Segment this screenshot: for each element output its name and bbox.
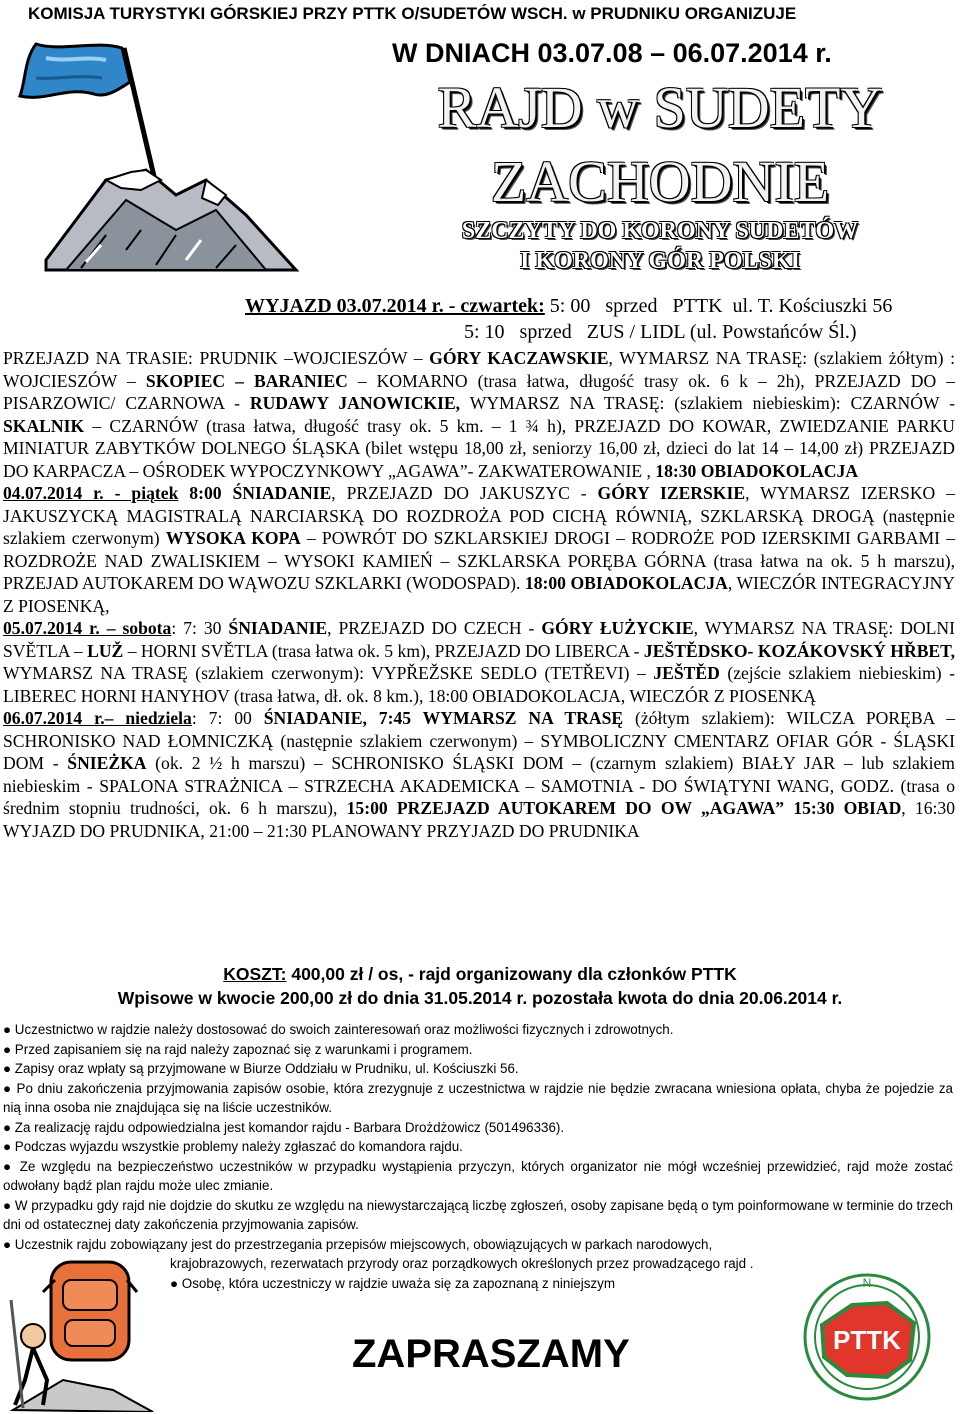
rule-item: ● Podczas wyjazdu wszystkie problemy należy zgłaszać do komandora rajdu. [3, 1139, 463, 1154]
rule-item: ● Uczestnictwo w rajdzie należy dostosować do swoich zainteresowań oraz możliwości fizycznych i zdrowotnych. [3, 1022, 674, 1037]
fri-place: GÓRY IZERSKIE [597, 483, 746, 503]
sat-text: , PRZEJAZD DO CZECH - [327, 618, 542, 638]
thu-text: PRZEJAZD NA TRASIE: PRUDNIK –WOJCIESZÓW – [3, 348, 430, 368]
fri-meal: 8:00 ŚNIADANIE [178, 483, 332, 503]
program-friday [3, 482, 955, 617]
sun-text: , 16:30 WYJAZD DO PRUDNIKA, 21:00 – 21:30 PLANOWANY PRZYJAZD DO PRUDNIKA [3, 798, 956, 841]
thu-meal: 18:30 OBIADOKOLACJA [655, 460, 859, 481]
sun-text: (ok. 2 ½ h marszu) – SCHRONISKO ŚLĄSKI DOM – (czarnym szlakiem) BIAŁY JAR – lub szlakiem niebieskim - SPALONA STRAŻNICA – STRZECHA AKADEMICKA – SAMOTNIA - DO ŚWIĄTYNI WANG, GODZ. (trasa o średnim stopniu trudności, ok. 6 h marszu), [3, 753, 955, 818]
rule-item: ● Przed zapisaniem się na rajd należy zapoznać się z warunkami i programem. [3, 1041, 473, 1057]
thu-place: SKALNIK [3, 415, 85, 436]
program-saturday [3, 617, 955, 707]
title-line-2: ZACHODNIE [490, 149, 830, 214]
thu-place: SKOPIEC – BARANIEC [145, 370, 348, 391]
mountain-flag-icon [6, 30, 306, 300]
thu-place: RUDAWY JANOWICKIE, [249, 393, 461, 413]
cost-block [0, 962, 960, 1010]
fri-date: 04.07.2014 r. - piątek [3, 483, 179, 503]
rule-item: ● Uczestnik rajdu zobowiązany jest do przestrzegania przepisów miejscowych, obowiązujących w parkach narodowych, [3, 1236, 713, 1252]
thu-text: – KOMARNO (trasa łatwa, długość trasy ok. 6 k – 2h), PRZEJAZD DO – PISARZOWIC/ CZARNOWA - [3, 370, 955, 413]
sat-meal: ŚNIADANIE [228, 618, 328, 638]
rule-item: ● Po dniu zakończenia przyjmowania zapisów osobie, która zrezygnuje z uczestnictwa w rajdzie nie będzie zwracana wniesiona opłata, chyba że pojedzie za nią inna osoba nie znajdująca się na liście uczestników. [3, 1080, 953, 1115]
closing-invitation: ZAPRASZAMY [352, 1332, 630, 1376]
cost-label: KOSZT: [223, 964, 287, 984]
sun-meal: ŚNIADANIE, 7:45 WYMARSZ NA TRASĘ [263, 708, 624, 728]
pttk-logo-icon [792, 1265, 942, 1410]
fri-meal: 18:00 OBIADOKOLACJA [524, 573, 728, 593]
thu-text: – CZARNÓW (trasa łatwa, długość trasy ok. 5 km. – 1 ¾ h), PRZEJAZD DO KOWAR, ZWIEDZANIE PARKU MINIATUR ZABYTKÓW DOLNEGO ŚLĄSKA (bilet wstępu 18,00 zł, seniorzy 16,00 zł, dzieci do lat 14 – 14,00 zł) PRZEJAZD DO KARPACZA – OŚRODEK WYPOCZYNKOWY „AGAWA”- ZAKWATEROWANIE , [3, 415, 955, 481]
sat-text: WYMARSZ NA TRASĘ (szlakiem czerwonym): VYPŘEŽSKE SEDLO (TETŘEVI) – [3, 663, 654, 683]
event-dates: W DNIACH 03.07.08 – 06.07.2014 r. [392, 38, 832, 68]
rule-item: krajobrazowych, rezerwatach przyrody oraz porządkowych określonych przez prowadzącego rajd . [170, 1256, 754, 1271]
sun-text: : 7: 00 [191, 708, 264, 728]
organizer-line: KOMISJA TURYSTYKI GÓRSKIEJ PRZY PTTK O/SUDETÓW WSCH. w PRUDNIKU ORGANIZUJE [28, 4, 797, 23]
rule-item: ● Zapisy oraz wpłaty są przyjmowane w Biurze Oddziału w Prudniku, ul. Kościuszki 56. [3, 1061, 519, 1076]
departure-time-1: 5: 00 sprzed PTTK ul. T. Kościuszki 56 [549, 295, 893, 317]
cost-value: 400,00 zł / os, - rajd organizowany dla członków PTTK [286, 964, 737, 984]
sat-place: GÓRY ŁUŻYCKIE [541, 618, 694, 638]
rule-item: ● Osobę, która uczestniczy w rajdzie uważa się za zapoznaną z niniejszym [170, 1275, 615, 1291]
sun-text: (żółtym szlakiem): WILCZA PORĘBA – SCHRONISKO NAD ŁOMNICZKĄ (następnie szlakiem czerwonym) – SYMBOLICZNY CMENTARZ OFIAR GÓR - ŚLĄSKI DOM - [3, 708, 955, 773]
sat-text: : 7: 30 [171, 618, 229, 638]
program-sunday [3, 707, 955, 842]
program-thursday [3, 347, 955, 482]
sun-bold: 15:00 PRZEJAZD AUTOKAREM DO OW „AGAWA” 15:30 OBIAD [346, 798, 902, 818]
fri-text: , WYMARSZ IZERSKO – JAKUSZYCKĄ MAGISTRALĄ NARCIARSKĄ DO ROZDROŻA POD CICHĄ RÓWNIĄ, SZKLARSKĄ DROGĄ (następnie szlakiem czerwonym) [3, 483, 955, 548]
sun-place: ŚNIEŻKA [67, 753, 147, 773]
fri-text: , WIECZÓR INTEGRACYJNY Z PIOSENKĄ, [3, 573, 956, 616]
fri-text: – POWRÓT DO SZKLARSKIEJ DROGI – RODROŻE POD IZERSKIMI GARBAMI – ROZDROŻE NAD ZWALISKIEM – WYSOKI KAMIEŃ – SZKLARSKA PORĘBA GÓRNA (trasa łatwa na ok. 5 h marszu), PRZEJAD AUTOKAREM DO WĄWOZU SZKLARKI (WODOSPAD). [3, 528, 955, 593]
cost-line-2: Wpisowe w kwocie 200,00 zł do dnia 31.05.2014 r. pozostała kwota do dnia 20.06.2014 r. [117, 988, 843, 1008]
sat-text: – HORNI SVĚTLA (trasa łatwa ok. 5 km), PRZEJAZD DO LIBERCA - [123, 640, 644, 661]
logo-text: PTTK [833, 1325, 901, 1355]
departure-line-2: 5: 10 sprzed ZUS / LIDL (ul. Powstańców Śl.) [464, 321, 857, 343]
sat-place: JEŠTĚD [653, 663, 720, 683]
fri-text: , PRZEJAZD DO JAKUSZYC - [331, 483, 598, 503]
sat-date: 05.07.2014 r. – sobota [3, 618, 172, 638]
thu-text: , WYMARSZ NA TRASĘ: (szlakiem żółtym) : WOJCIESZÓW – [3, 348, 955, 391]
departure-line-1 [245, 295, 892, 318]
sat-text: , WYMARSZ NA TRASĘ: DOLNI SVĚTLA – [3, 618, 955, 661]
fri-place: WYSOKA KOPA [165, 528, 301, 548]
cost-line-1 [0, 962, 960, 986]
subtitle-line-2: I KORONY GÓR POLSKI [520, 248, 800, 274]
title-line-1: RAJD w SUDETY [437, 75, 883, 140]
svg-text:N: N [862, 1276, 872, 1290]
thu-place: GÓRY KACZAWSKIE [429, 348, 609, 368]
hiker-backpack-icon [3, 1240, 173, 1412]
program-text [3, 347, 955, 842]
sun-date: 06.07.2014 r.– niedziela [3, 708, 192, 728]
subtitle-line-1: SZCZYTY DO KORONY SUDETÓW [461, 218, 859, 244]
departure-label: WYJAZD 03.07.2014 r. - czwartek: [245, 295, 545, 317]
thu-text: WYMARSZ NA TRASĘ: (szlakiem niebieskim): CZARNÓW - [460, 393, 956, 413]
rule-item: ● Za realizację rajdu odpowiedzialna jest komandor rajdu - Barbara Drożdżowicz (501496336). [3, 1119, 565, 1135]
sat-place: JEŠTĚDSKO- KOZÁKOVSKÝ HŘBET, [643, 640, 955, 661]
rule-item: ● W przypadku gdy rajd nie dojdzie do skutku ze względu na niewystarczającą liczbę zgłoszeń, osoby zapisane będą o tym poinformowane w terminie do trzech dni od ostatecznej daty zakończenia przyjmowania zapisów. [3, 1197, 953, 1232]
rule-item: ● Ze względu na bezpieczeństwo uczestników w przypadku wystąpienia przyczyn, których organizator nie mógł wcześniej przewidzieć, rajd może zostać odwołany bądź plan rajdu może ulec zmianie. [3, 1158, 953, 1193]
sat-place: LUŽ [87, 640, 124, 661]
sat-text: (zejście szlakiem niebieskim) - LIBEREC HORNI HANYHOV (trasa łatwa, dł. ok. 8 km.), 18:00 OBIADOKOLACJA, WIECZÓR Z PIOSENKĄ [3, 663, 956, 706]
